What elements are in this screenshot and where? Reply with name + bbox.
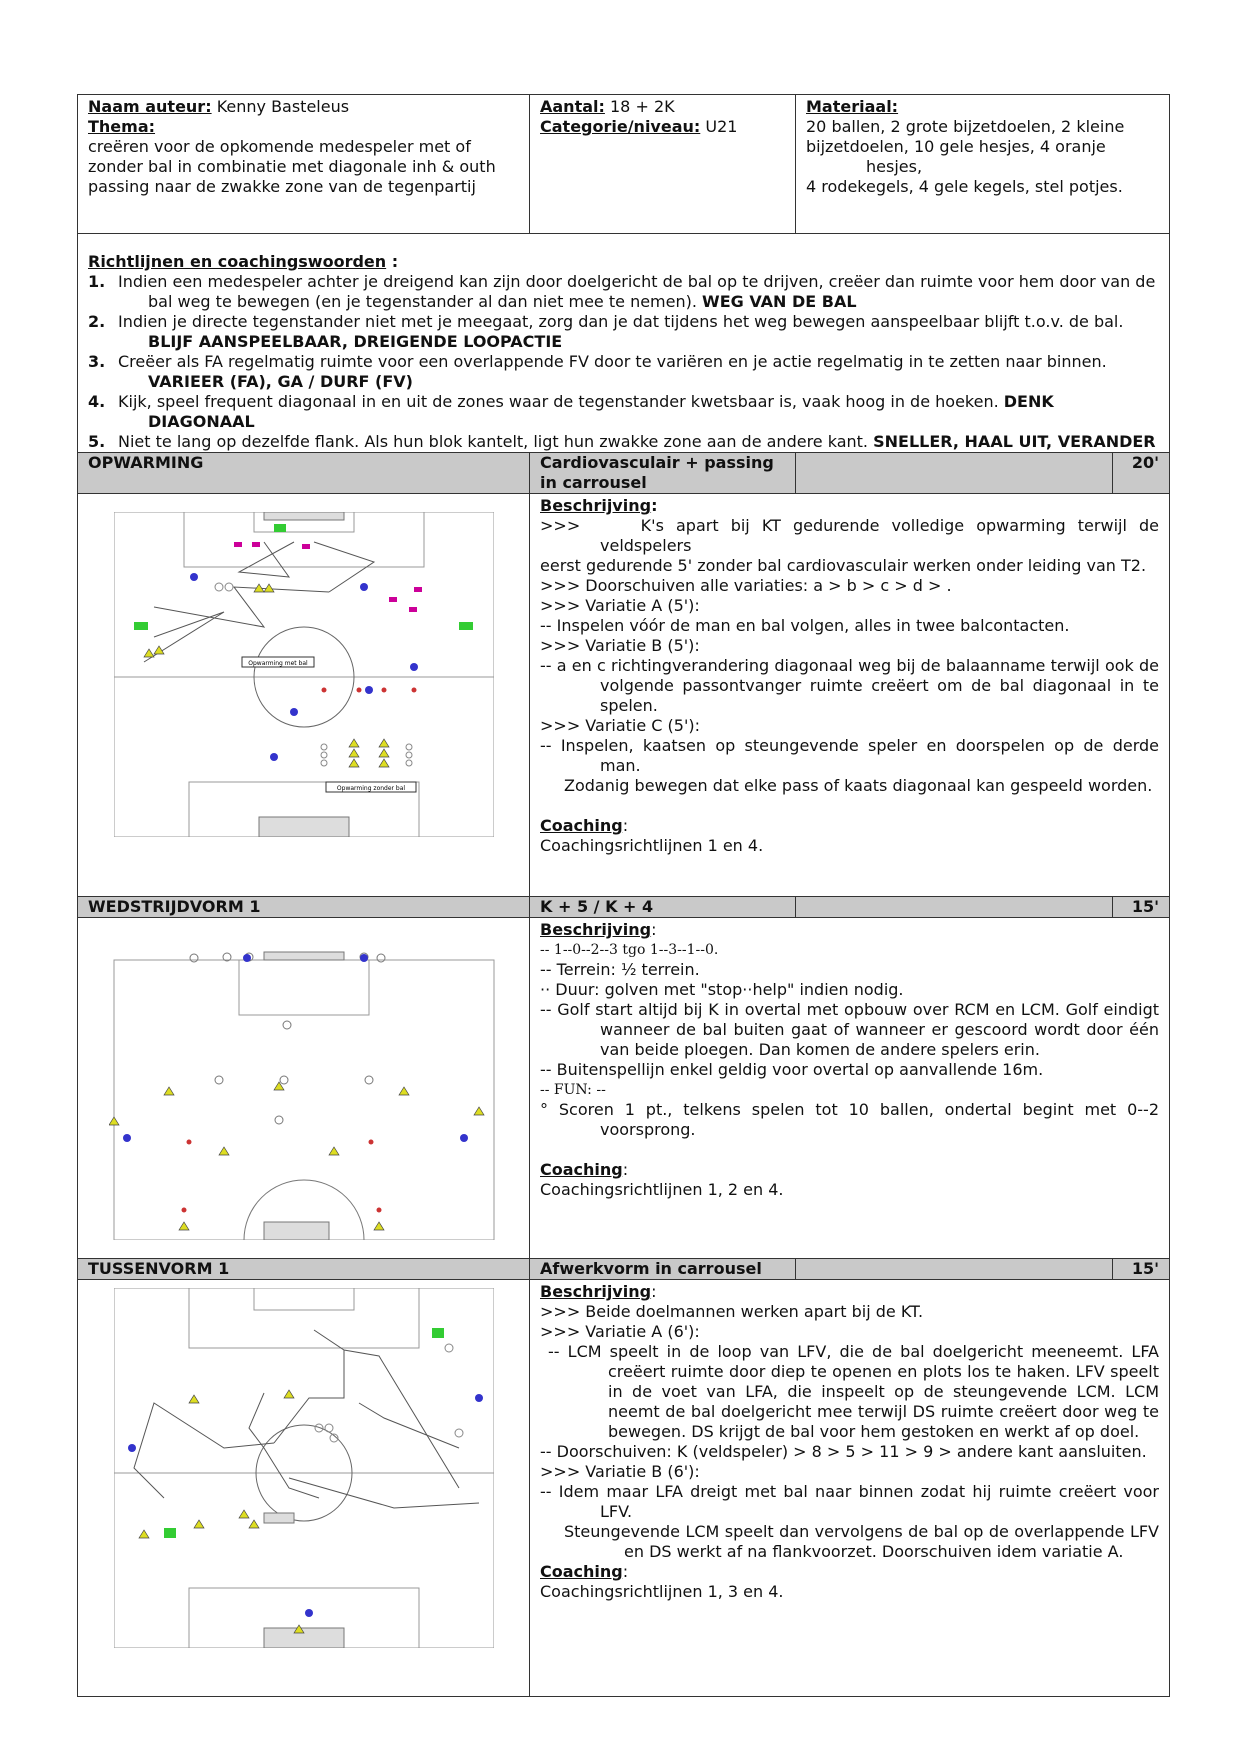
section-header-match [78,897,1170,918]
desc-line: >>> Beide doelmannen werken apart bij de KT. [540,1302,924,1321]
desc-line: -- 1--0--2--3 tgo 1--3--1--0. [540,942,719,958]
section-title: Afwerkvorm in carrousel [530,1259,796,1280]
section-minutes: 15' [1131,1259,1159,1278]
desc-line: -- Inspelen, kaatsen op steungevende speler en doorspelen op de derde man. [540,736,1159,775]
description-label: Beschrijving [540,496,652,515]
count-label: Aantal: [540,97,605,116]
description-label: Beschrijving [540,1282,652,1301]
count-value: 18 + 2K [610,97,675,116]
section-title: Cardiovasculair + passing in carrousel [530,453,796,494]
desc-line: -- Inspelen vóór de man en bal volgen, alles in twee balcontacten. [540,616,1070,635]
guidelines-row [78,234,1170,453]
section-header-warmup [78,453,1170,494]
coaching-label: Coaching [540,1562,623,1581]
desc-line: >>> Variatie B (5'): [540,636,700,655]
material-line-3: 4 rodekegels, 4 gele kegels, stel potjes. [806,177,1123,196]
desc-line: >>> Variatie A (5'): [540,596,700,615]
desc-line: -- a en c richtingverandering diagonaal weg bij de balaanname terwijl ook de volgende passontvanger ruimte creëert om de bal diagonaal in te spelen. [540,656,1159,715]
match-description-cell: Beschrijving: -- 1--0--2--3 tgo 1--3--1--0. -- Terrein: ½ terrein. ·· Duur: golven met "stop··help" indien nodig. -- Golf start altijd bij K in overtal met opbouw over RCM en LCM. Golf eindigt wanneer de bal buiten gaat of wanneer er gescoord wordt door één van beide ploegen. Dan komen de andere spelers erin. -- Buitenspellijn enkel geldig voor overtal op aanvallende 16m. -- FUN: -- ° Scoren 1 pt., telkens spelen tot 10 ballen, ondertal begint met 0--2 voorsprong. Coaching: Coachingsrichtlijnen 1, 2 en 4. [530,918,1170,1259]
theme-label: Thema: [88,117,156,136]
figure-label-without-ball: Opwarming zonder bal [336,785,405,792]
description-label: Beschrijving [540,920,652,939]
desc-line: -- Doorschuiven: K (veldspeler) > 8 > 5 > 11 > 9 > andere kant aansluiten. [540,1442,1147,1461]
section-body-match [78,918,1170,1259]
section-minutes: 15' [1131,897,1159,916]
warmup-field-diagram [114,512,494,837]
warmup-description-cell: Beschrijving: >>> K's apart bij KT gedurende volledige opwarming terwijl de veldspelers eerst gedurende 5' zonder bal cardiovasculair werken onder leiding van T2. >>> Doorschuiven alle variaties: a > b > c > d > . >>> Variatie A (5'): -- Inspelen vóór de man en bal volgen, alles in twee balcontacten. >>> Variatie B (5'): -- a en c richtingverandering diagonaal weg bij de balaanname terwijl ook de volgende passontvanger ruimte creëert om de bal diagonaal in te spelen. >>> Variatie C (5'): -- Inspelen, kaatsen op steungevende speler en doorspelen op de derde man. Zodanig bewegen dat elke pass of kaats diagonaal kan gespeeld worden. Coaching: Coachingsrichtlijnen 1 en 4. [530,494,1170,897]
coaching-label: Coaching [540,1160,623,1179]
desc-line: >>> K's apart bij KT gedurende volledige opwarming terwijl de veldspelers [540,516,1165,555]
warmup-figure-cell [78,494,530,897]
coaching-label: Coaching [540,816,623,835]
section-header-intermediate [78,1259,1170,1280]
coaching-text: Coachingsrichtlijnen 1 en 4. [540,836,764,855]
category-label: Categorie/niveau: [540,117,701,136]
desc-line: eerst gedurende 5' zonder bal cardiovasculair werken onder leiding van T2. [540,556,1147,575]
material-label: Materiaal: [806,97,899,116]
section-body-warmup [78,494,1170,897]
intermediate-figure-cell [78,1280,530,1697]
guideline-item: 5. Niet te lang op dezelfde flank. Als hun blok kantelt, ligt hun zwakke zone aan de andere kant. SNELLER, HAAL UIT, VERANDER [88,432,1156,451]
material-cell [796,95,1170,234]
desc-line: Zodanig bewegen dat elke pass of kaats diagonaal kan gespeeld worden. [564,776,1153,795]
section-name: OPWARMING [78,453,530,494]
desc-line: ·· Duur: golven met "stop··help" indien nodig. [540,980,904,999]
section-minutes: 20' [1131,453,1159,472]
guidelines-colon: : [386,252,399,271]
author-cell [78,95,530,234]
desc-line: >>> Variatie C (5'): [540,716,700,735]
theme-text: creëren voor de opkomende medespeler met of zonder bal in combinatie met diagonale inh & outh passing naar de zwakke zone van de tegenpartij [88,137,496,196]
guideline-item: 4. Kijk, speel frequent diagonaal in en uit de zones waar de tegenstander kwetsbaar is, vaak hoog in de hoeken. DENK DIAGONAAL [88,392,1054,431]
guidelines-cell [78,234,1170,453]
material-line-1: 20 ballen, 2 grote bijzetdoelen, 2 kleine bijzetdoelen, 10 gele hesjes, 4 oranje [806,117,1125,156]
intermediate-field-diagram [114,1288,494,1648]
match-figure-cell [78,918,530,1259]
match-field-diagram [109,930,499,1240]
session-document [77,94,1169,1697]
material-line-2: hesjes, [866,157,923,176]
desc-line: -- FUN: -- [540,1082,606,1098]
desc-line: -- Golf start altijd bij K in overtal met opbouw over RCM en LCM. Golf eindigt wanneer de bal buiten gaat of wanneer er gescoord wordt door één van beide ploegen. Dan komen de andere spelers erin. [540,1000,1159,1059]
desc-line: >>> Doorschuiven alle variaties: a > b > c > d > . [540,576,952,595]
desc-line: -- Terrein: ½ terrein. [540,960,700,979]
section-minutes-cell [796,453,1170,494]
guideline-item: 3. Creëer als FA regelmatig ruimte voor een overlappende FV door te variëren en je actie regelmatig in te zetten naar binnen. VARIEER (FA), GA / DURF (FV) [88,352,1107,391]
header-row [78,95,1170,234]
count-cell [530,95,796,234]
section-minutes-cell [796,897,1170,918]
section-minutes-cell [796,1259,1170,1280]
section-body-intermediate [78,1280,1170,1697]
desc-line: -- Idem maar LFA dreigt met bal naar binnen zodat hij ruimte creëert voor LFV. [540,1482,1159,1521]
category-value: U21 [705,117,738,136]
guidelines-title: Richtlijnen en coachingswoorden [88,252,387,271]
section-name: WEDSTRIJDVORM 1 [78,897,530,918]
section-title: K + 5 / K + 4 [530,897,796,918]
guideline-item: 2. Indien je directe tegenstander niet met je meegaat, zorg dan je dat tijdens het weg bewegen aanspeelbaar blijft t.o.v. de bal. BLIJF AANSPEELBAAR, DREIGENDE LOOPACTIE [88,312,1124,351]
coaching-text: Coachingsrichtlijnen 1, 2 en 4. [540,1180,784,1199]
session-table [77,94,1170,1697]
desc-line: Steungevende LCM speelt dan vervolgens de bal op de overlappende LFV en DS werkt af na flankvoorzet. Doorschuiven idem variatie A. [564,1522,1159,1561]
author-label: Naam auteur: [88,97,212,116]
section-name: TUSSENVORM 1 [78,1259,530,1280]
desc-line: -- LCM speelt in de loop van LFV, die de bal doelgericht meeneemt. LFA creëert ruimte door diep te openen en plots los te haken. LFV speelt in de voet van LFA, die inspeelt op de steungevende LCM. LCM neemt de bal doelgericht mee terwijl DS ruimte creëert door weg te bewegen. DS krijgt de bal voor hem gestoken en werkt af op doel. [548,1342,1159,1441]
desc-line: >>> Variatie A (6'): [540,1322,700,1341]
coaching-text: Coachingsrichtlijnen 1, 3 en 4. [540,1582,784,1601]
desc-line: ° Scoren 1 pt., telkens spelen tot 10 ballen, ondertal begint met 0--2 voorsprong. [540,1100,1159,1139]
guideline-item: 1. Indien een medespeler achter je dreigend kan zijn door doelgericht de bal op te drijven, creëer dan ruimte voor hem door van de bal weg te bewegen (en je tegenstander al dan niet mee te nemen). WEG VAN DE BAL [88,272,1156,311]
desc-line: -- Buitenspellijn enkel geldig voor overtal op aanvallende 16m. [540,1060,1044,1079]
guidelines-list [88,272,1159,452]
desc-line: >>> Variatie B (6'): [540,1462,700,1481]
author-name: Kenny Basteleus [216,97,350,116]
figure-label-with-ball: Opwarming met bal [247,660,308,667]
intermediate-description-cell: Beschrijving: >>> Beide doelmannen werken apart bij de KT. >>> Variatie A (6'): -- LCM speelt in de loop van LFV, die de bal doelgericht meeneemt. LFA creëert ruimte door diep te openen en plots los te haken. LFV speelt in de voet van LFA, die inspeelt op de steungevende LCM. LCM neemt de bal doelgericht mee terwijl DS ruimte creëert door weg te bewegen. DS krijgt de bal voor hem gestoken en werkt af op doel. -- Doorschuiven: K (veldspeler) > 8 > 5 > 11 > 9 > andere kant aansluiten. >>> Variatie B (6'): -- Idem maar LFA dreigt met bal naar binnen zodat hij ruimte creëert voor LFV. Steungevende LCM speelt dan vervolgens de bal op de overlappende LFV en DS werkt af na flankvoorzet. Doorschuiven idem variatie A. Coaching: Coachingsrichtlijnen 1, 3 en 4. [530,1280,1170,1697]
